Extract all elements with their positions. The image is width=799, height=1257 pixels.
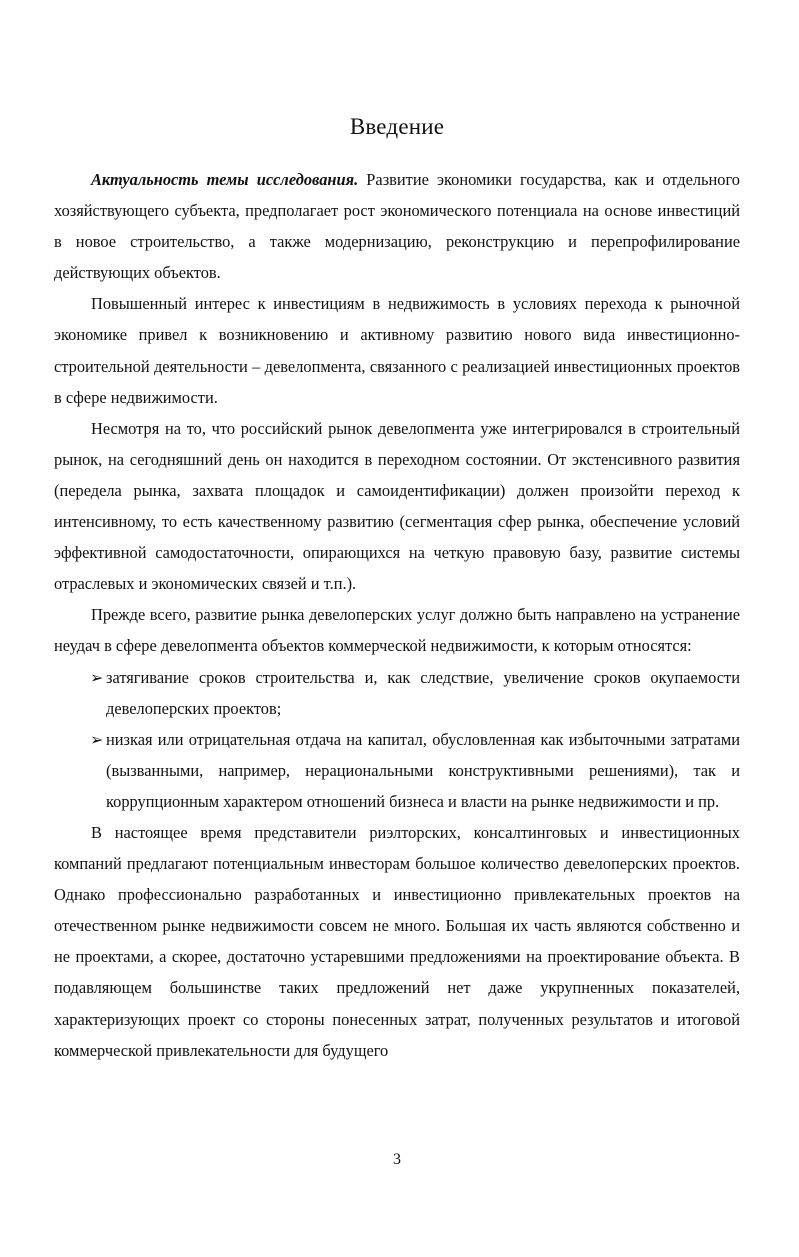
paragraph-market-state: Несмотря на то, что российский рынок девелопмента уже интегрировался в строительный рынок, на сегодняшний день он находится в переходном состоянии. От экстенсивного развития (передела рынка, захвата площадок и самоидентификации) должен произойти переход к интенсивному, то есть качественному развитию (сегментация сфер рынка, обеспечение условий эффективной самодостаточности, опирающихся на четкую правовую базу, развитие системы отраслевых и экономических связей и т.п.). <box>54 418 740 594</box>
relevance-lead: Актуальность темы исследования. <box>91 170 359 189</box>
body-text <box>54 164 740 1066</box>
paragraph-priorities: Прежде всего, развитие рынка девелоперских услуг должно быть направлено на устранение неудач в сфере девелопмента объектов коммерческой недвижимости, к которым относятся: <box>54 605 740 656</box>
document-page <box>54 0 740 1257</box>
relevance-text: Развитие экономики государства, как и отдельного хозяйствующего субъекта, предполагает рост экономического потенциала на основе инвестиций в новое строительство, а также модернизацию, реконструкцию и перепрофилирование действующих объектов. <box>54 170 740 283</box>
paragraph-relevance <box>54 164 740 288</box>
list-item-text: низкая или отрицательная отдача на капитал, обусловленная как избыточными затратами (вызванными, например, нерациональными конструктивными решениями), так и коррупционным характером отношений бизнеса и власти на рынке недвижимости и пр. <box>106 729 740 811</box>
page-number: 3 <box>393 1151 401 1168</box>
section-title: Введение <box>349 114 445 139</box>
paragraph-investment-interest: Повышенный интерес к инвестициям в недвижимость в условиях перехода к рыночной экономике привел к возникновению и активному развитию нового вида инвестиционно-строительной деятельности – девелопмента, связанного с реализацией инвестиционных проектов в сфере недвижимости. <box>54 294 740 407</box>
arrow-bullet-icon: ➢ <box>90 729 104 749</box>
arrow-bullet-icon: ➢ <box>90 667 104 687</box>
list-item <box>90 724 740 817</box>
paragraph-current-offers: В настоящее время представители риэлторских, консалтинговых и инвестиционных компаний предлагают потенциальным инвесторам большое количество девелоперских проектов. Однако профессионально разработанных и инвестиционно привлекательных проектов на отечественном рынке недвижимости совсем не много. Большая их часть являются собственно и не проектами, а скорее, достаточно устаревшими предложениями на проектирование объекта. В подавляющем большинстве таких предложений нет даже укрупненных показателей, характеризующих проект со стороны понесенных затрат, полученных результатов и итоговой коммерческой привлекательности для будущего <box>54 822 740 1060</box>
list-item-text: затягивание сроков строительства и, как следствие, увеличение сроков окупаемости девелоперских проектов; <box>106 667 740 718</box>
failures-list <box>54 662 740 817</box>
list-item <box>90 662 740 724</box>
